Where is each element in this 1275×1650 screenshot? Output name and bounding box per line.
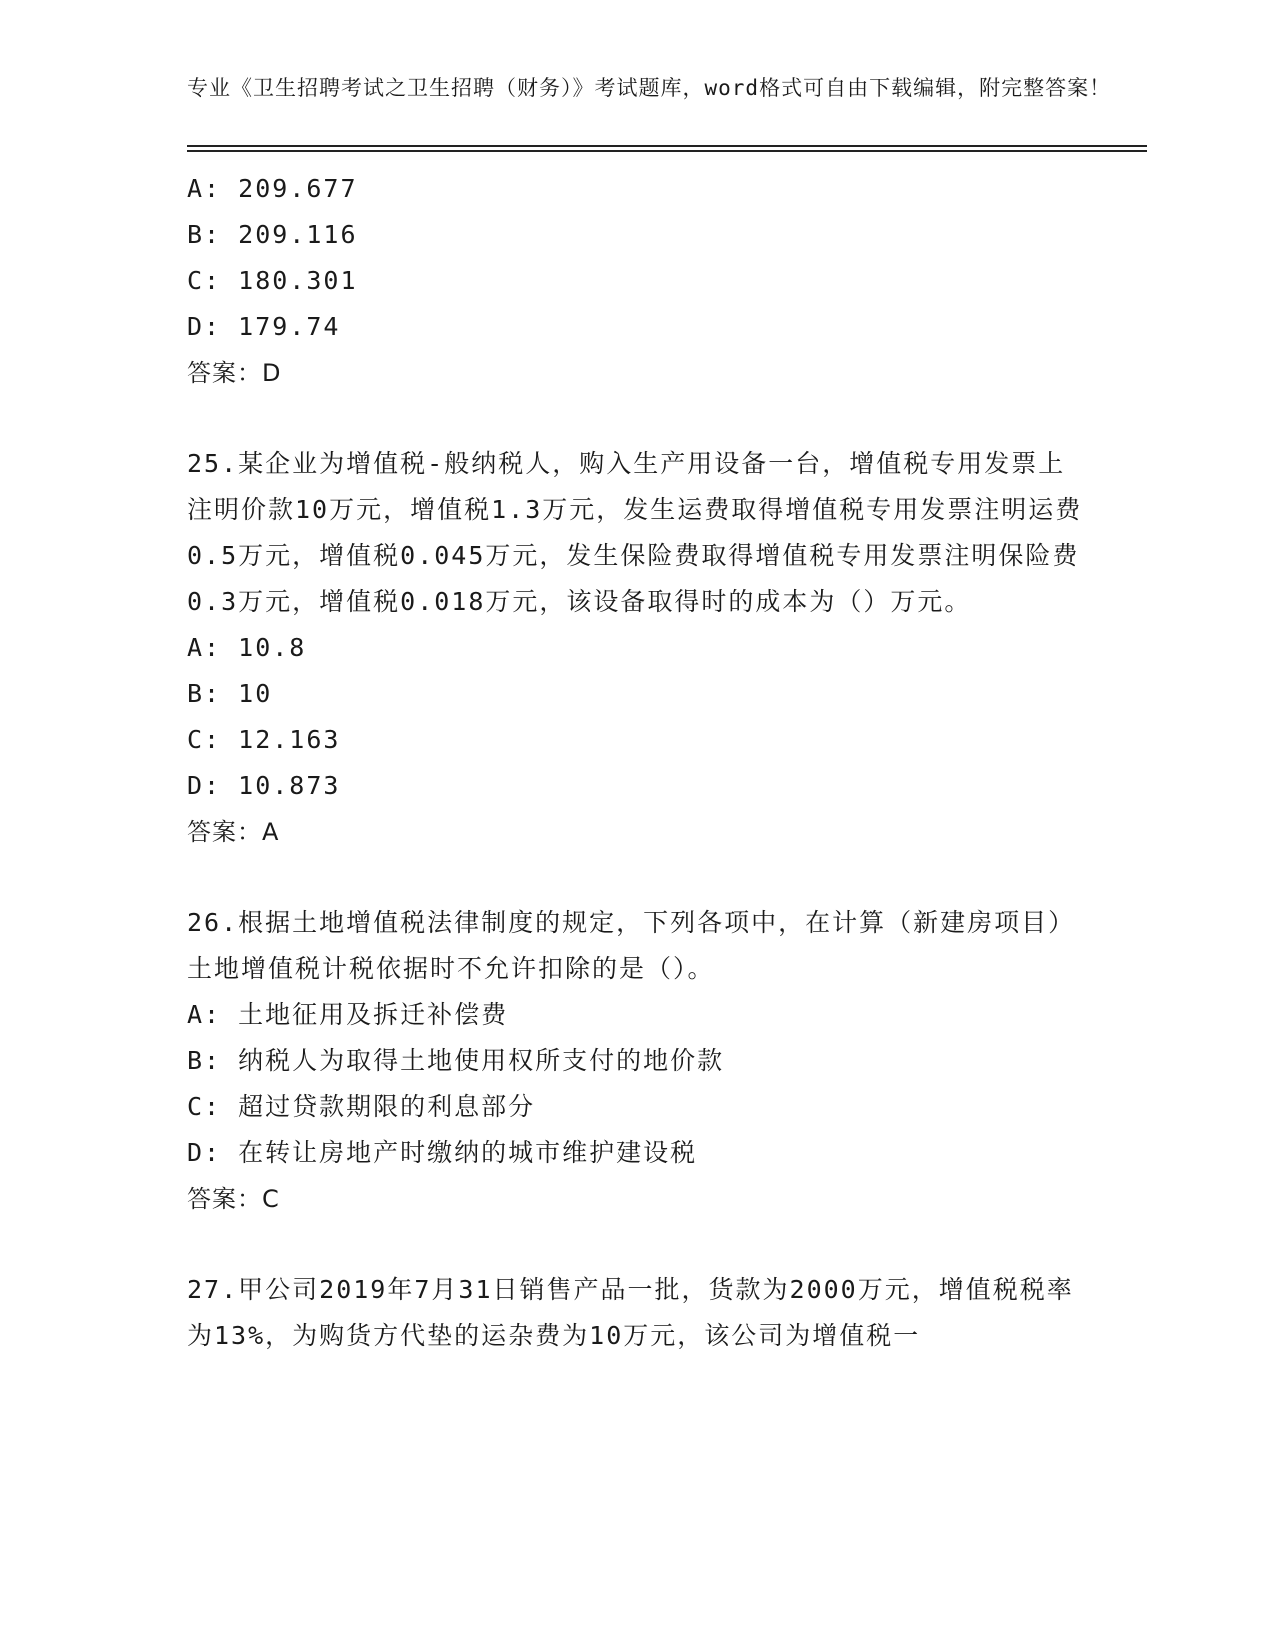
answer: 答案：C: [187, 1185, 280, 1213]
option-c: C: 12.163: [187, 725, 341, 754]
option-d: D: 在转让房地产时缴纳的城市维护建设税: [187, 1138, 698, 1167]
option-a: A: 10.8: [187, 633, 307, 662]
question-24: [187, 166, 1147, 396]
document-header: 专业《卫生招聘考试之卫生招聘（财务）》考试题库，word格式可自由下载编辑，附完整答案！: [187, 76, 1112, 100]
option-b: B: 10: [187, 679, 273, 708]
header-divider: [187, 145, 1147, 152]
answer: 答案：D: [187, 359, 282, 387]
question-26: [187, 900, 1147, 1222]
option-b: B: 纳税人为取得土地使用权所支付的地价款: [187, 1046, 725, 1075]
question-25: [187, 441, 1147, 855]
document-page: [187, 72, 1147, 1359]
option-b: B: 209.116: [187, 220, 358, 249]
question-stem: 26.根据土地增值税法律制度的规定，下列各项中，在计算（新建房项目）土地增值税计税依据时不允许扣除的是（）。: [187, 908, 1076, 983]
option-a: A: 209.677: [187, 174, 358, 203]
option-d: D: 10.873: [187, 771, 341, 800]
question-stem: 27.甲公司2019年7月31日销售产品一批，货款为2000万元，增值税税率为13%，为购货方代垫的运杂费为10万元，该公司为增值税一: [187, 1275, 1074, 1350]
option-a: A: 土地征用及拆迁补偿费: [187, 1000, 509, 1029]
option-d: D: 179.74: [187, 312, 341, 341]
question-stem: 25.某企业为增值税-般纳税人，购入生产用设备一台，增值税专用发票上注明价款10万元，增值税1.3万元，发生运费取得增值税专用发票注明运费0.5万元，增值税0.045万元，发生保险费取得增值税专用发票注明保险费0.3万元，增值税0.018万元，该设备取得时的成本为（）万元。: [187, 449, 1083, 616]
question-27: [187, 1267, 1147, 1359]
option-c: C: 180.301: [187, 266, 358, 295]
divider-line-top: [187, 145, 1147, 147]
answer: 答案：A: [187, 818, 280, 846]
option-c: C: 超过贷款期限的利息部分: [187, 1092, 536, 1121]
divider-line-bottom: [187, 150, 1147, 152]
